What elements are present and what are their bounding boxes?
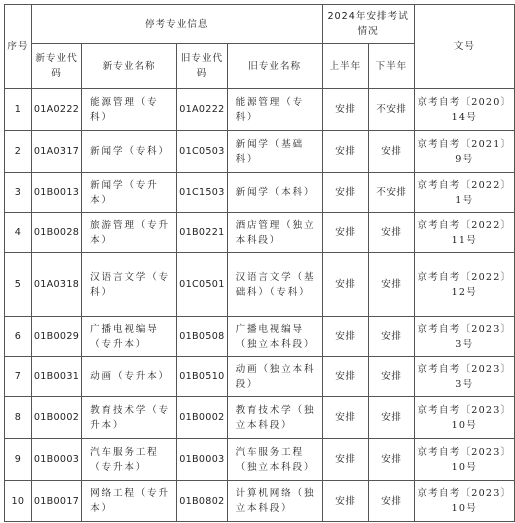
table-row	[5, 89, 515, 131]
header-first-half: 上半年	[322, 44, 369, 89]
cell-seq: 9	[5, 439, 32, 481]
cell-doc-no: 京考自考〔2023〕10号	[414, 397, 514, 439]
cell-second-half: 安排	[369, 213, 415, 253]
header-schedule-2024: 2024年安排考试情况	[322, 5, 414, 44]
cell-doc-no: 京考自考〔2021〕9号	[414, 131, 514, 173]
cell-second-half: 安排	[369, 131, 415, 173]
cell-doc-no: 京考自考〔2023〕10号	[414, 439, 514, 481]
cell-seq: 10	[5, 481, 32, 522]
cell-new-name: 能源管理（专科）	[82, 89, 177, 131]
cell-first-half: 安排	[322, 131, 369, 173]
cell-old-name: 新闻学（本科）	[227, 173, 322, 213]
cell-new-code: 01B0003	[31, 439, 81, 481]
cell-new-name: 新闻学（专科）	[82, 131, 177, 173]
cell-old-name: 汽车服务工程（独立本科段）	[227, 439, 322, 481]
cell-new-code: 01A0222	[31, 89, 81, 131]
cell-seq: 4	[5, 213, 32, 253]
cell-first-half: 安排	[322, 317, 369, 357]
cell-first-half: 安排	[322, 89, 369, 131]
cell-old-code: 01B0003	[177, 439, 227, 481]
cell-seq: 8	[5, 397, 32, 439]
cell-seq: 3	[5, 173, 32, 213]
cell-new-name: 教育技术学（专升本）	[82, 397, 177, 439]
cell-second-half: 安排	[369, 253, 415, 317]
cell-second-half: 安排	[369, 357, 415, 397]
table-row	[5, 253, 515, 317]
cell-seq: 6	[5, 317, 32, 357]
table-row	[5, 317, 515, 357]
cell-old-name: 新闻学（基础科）	[227, 131, 322, 173]
cell-second-half: 不安排	[369, 89, 415, 131]
cell-doc-no: 京考自考〔2022〕1号	[414, 173, 514, 213]
cell-first-half: 安排	[322, 173, 369, 213]
cell-doc-no: 京考自考〔2023〕3号	[414, 317, 514, 357]
cell-old-code: 01B0002	[177, 397, 227, 439]
cell-new-code: 01B0002	[31, 397, 81, 439]
cell-second-half: 安排	[369, 317, 415, 357]
cell-new-code: 01A0318	[31, 253, 81, 317]
cell-first-half: 安排	[322, 439, 369, 481]
cell-new-code: 01B0013	[31, 173, 81, 213]
cell-new-code: 01A0317	[31, 131, 81, 173]
cell-new-code: 01B0031	[31, 357, 81, 397]
header-new-name: 新专业名称	[82, 44, 177, 89]
cell-new-name: 汉语言文学（专科）	[82, 253, 177, 317]
cell-new-code: 01B0028	[31, 213, 81, 253]
table-row	[5, 213, 515, 253]
cell-old-code: 01B0221	[177, 213, 227, 253]
cell-seq: 1	[5, 89, 32, 131]
table-row	[5, 439, 515, 481]
cell-doc-no: 京考自考〔2023〕10号	[414, 481, 514, 522]
header-old-code: 旧专业代码	[177, 44, 227, 89]
cell-second-half: 不安排	[369, 173, 415, 213]
cell-old-name: 汉语言文学（基础科）（专科）	[227, 253, 322, 317]
cell-new-name: 网络工程（专升本）	[82, 481, 177, 522]
header-stopped-info: 停考专业信息	[31, 5, 322, 44]
cell-old-code: 01B0508	[177, 317, 227, 357]
cell-old-name: 计算机网络（独立本科段）	[227, 481, 322, 522]
cell-old-code: 01C1503	[177, 173, 227, 213]
header-new-code: 新专业代码	[31, 44, 81, 89]
header-second-half: 下半年	[369, 44, 415, 89]
table-row	[5, 481, 515, 522]
cell-seq: 5	[5, 253, 32, 317]
cell-first-half: 安排	[322, 213, 369, 253]
cell-old-name: 能源管理（专科）	[227, 89, 322, 131]
cell-old-code: 01C0501	[177, 253, 227, 317]
cell-first-half: 安排	[322, 253, 369, 317]
stopped-majors-table-container	[4, 4, 515, 522]
cell-first-half: 安排	[322, 357, 369, 397]
cell-new-name: 汽车服务工程（专升本）	[82, 439, 177, 481]
cell-doc-no: 京考自考〔2023〕3号	[414, 357, 514, 397]
cell-seq: 2	[5, 131, 32, 173]
cell-old-name: 动画（独立本科段）	[227, 357, 322, 397]
table-row	[5, 131, 515, 173]
cell-second-half: 安排	[369, 397, 415, 439]
cell-old-code: 01B0802	[177, 481, 227, 522]
cell-first-half: 安排	[322, 397, 369, 439]
cell-doc-no: 京考自考〔2022〕11号	[414, 213, 514, 253]
cell-seq: 7	[5, 357, 32, 397]
table-row	[5, 173, 515, 213]
cell-new-code: 01B0029	[31, 317, 81, 357]
cell-old-name: 酒店管理（独立本科段）	[227, 213, 322, 253]
cell-doc-no: 京考自考〔2020〕14号	[414, 89, 514, 131]
cell-old-name: 教育技术学（独立本科段）	[227, 397, 322, 439]
cell-second-half: 安排	[369, 481, 415, 522]
cell-new-code: 01B0017	[31, 481, 81, 522]
table-row	[5, 357, 515, 397]
stopped-majors-table	[4, 4, 515, 522]
cell-new-name: 旅游管理（专升本）	[82, 213, 177, 253]
table-body	[5, 89, 515, 522]
table-row	[5, 397, 515, 439]
cell-doc-no: 京考自考〔2022〕12号	[414, 253, 514, 317]
cell-new-name: 动画（专升本）	[82, 357, 177, 397]
cell-old-code: 01C0503	[177, 131, 227, 173]
cell-old-code: 01B0510	[177, 357, 227, 397]
header-seq: 序号	[5, 5, 32, 89]
cell-old-name: 广播电视编导（独立本科段）	[227, 317, 322, 357]
cell-new-name: 新闻学（专升本）	[82, 173, 177, 213]
cell-old-code: 01A0222	[177, 89, 227, 131]
cell-new-name: 广播电视编导（专升本）	[82, 317, 177, 357]
header-old-name: 旧专业名称	[227, 44, 322, 89]
cell-first-half: 安排	[322, 481, 369, 522]
header-doc-no: 文号	[414, 5, 514, 89]
cell-second-half: 安排	[369, 439, 415, 481]
